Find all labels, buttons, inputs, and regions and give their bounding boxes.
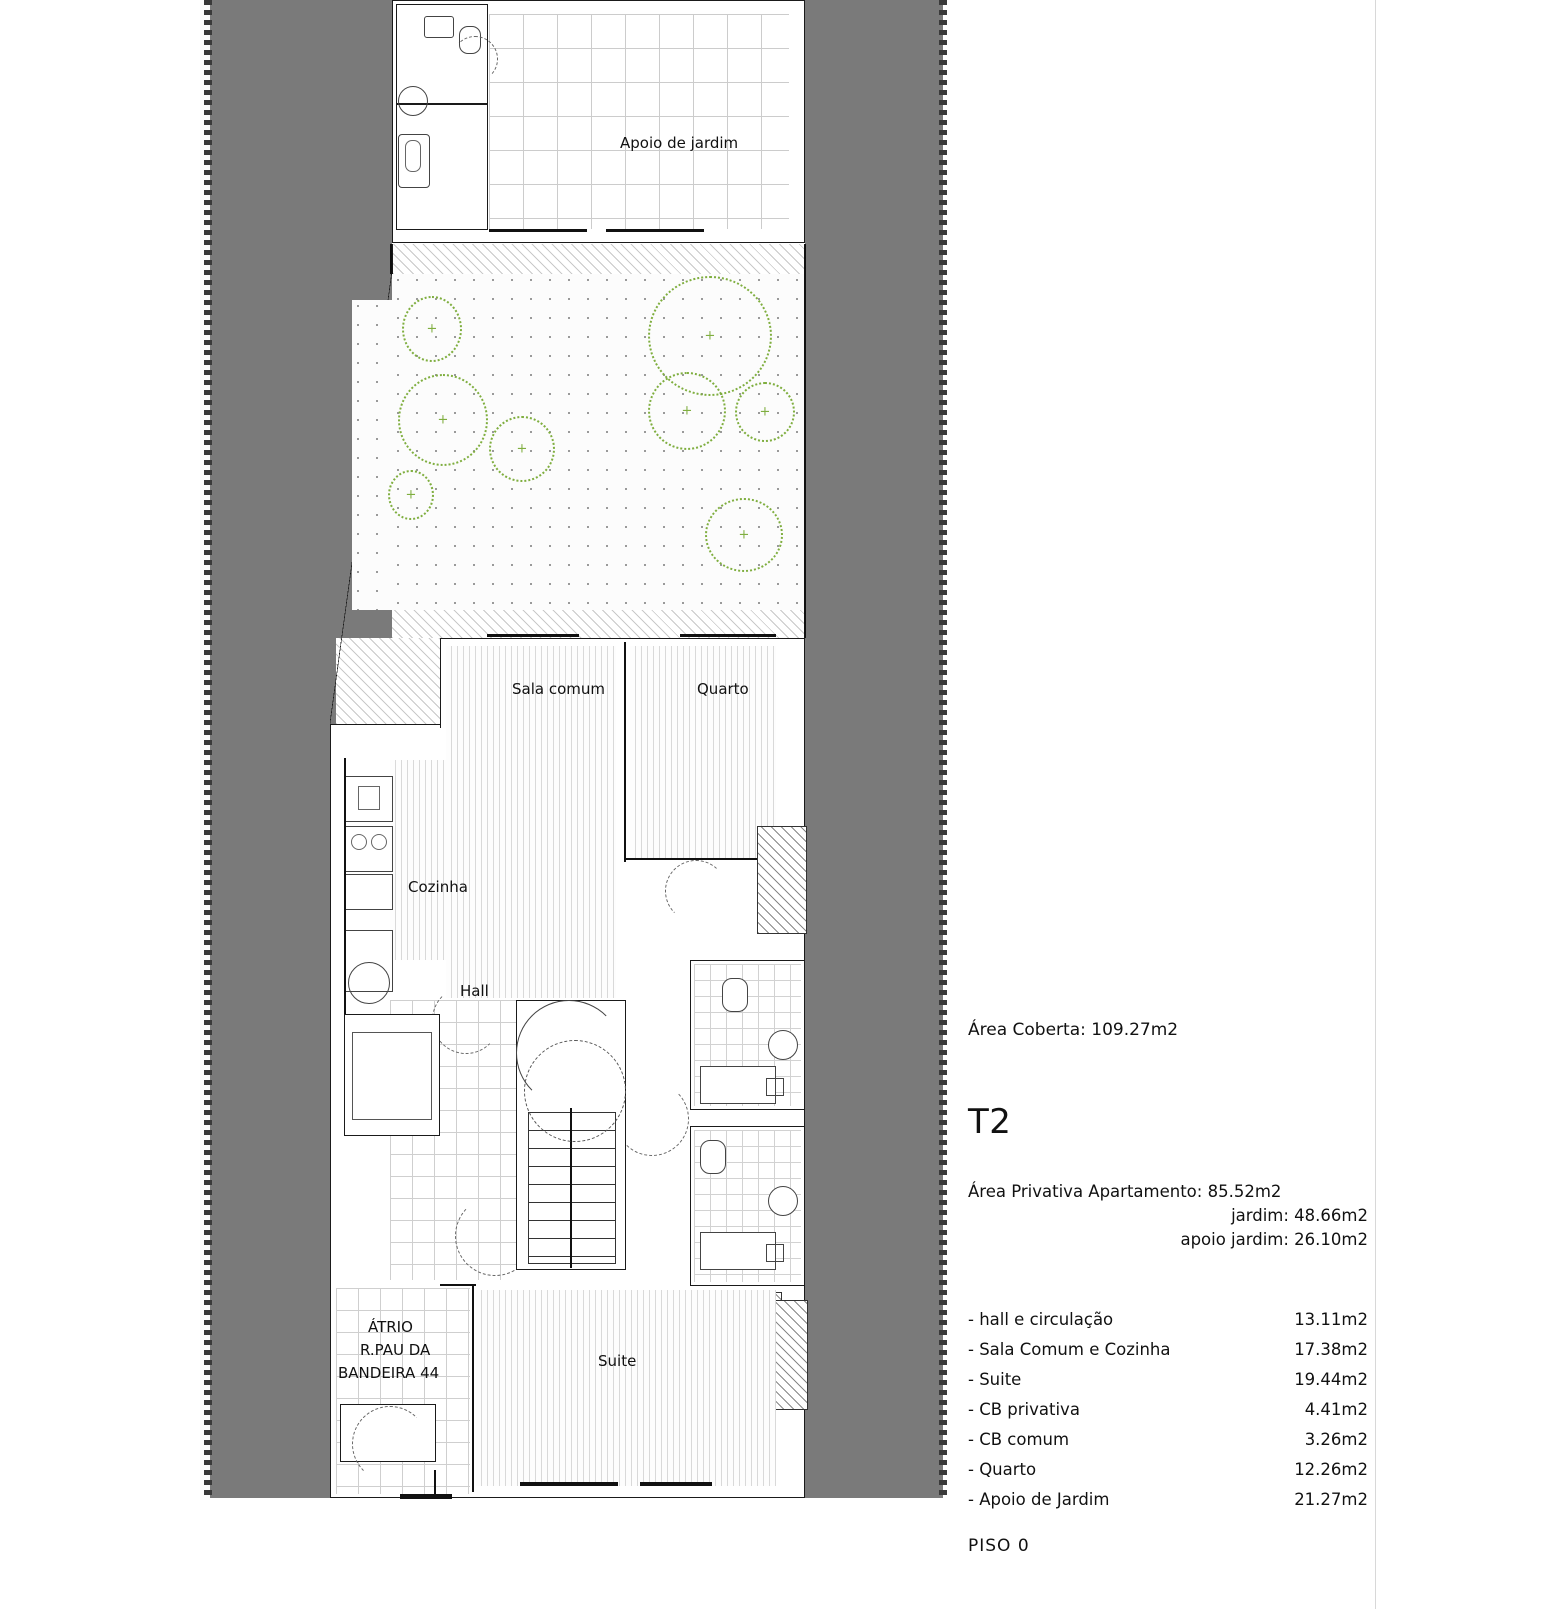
counter-icon — [345, 874, 393, 910]
garden-edge-right — [804, 244, 806, 638]
tree-icon — [705, 498, 783, 572]
legend-typology: T2 — [968, 1102, 1012, 1142]
bedroom-window — [680, 634, 776, 637]
apoio-window-2 — [606, 229, 704, 232]
facade-door — [400, 1494, 452, 1499]
exterior-stair-side — [772, 1300, 808, 1410]
legend-row — [968, 1370, 1368, 1389]
label-atrio-1: ÁTRIO — [368, 1318, 413, 1336]
legend-row — [968, 1490, 1368, 1509]
adjacent-building-right — [805, 0, 943, 1498]
suite-window-2 — [640, 1482, 712, 1486]
label-atrio-3: BANDEIRA 44 — [338, 1364, 440, 1382]
label-sala-comum: Sala comum — [512, 680, 605, 698]
burner-icon — [371, 834, 387, 850]
legend-row — [968, 1340, 1368, 1359]
label-apoio-de-jardim: Apoio de jardim — [620, 134, 739, 152]
tree-icon — [388, 470, 434, 520]
apoio-jardim-floor-tiles — [489, 14, 789, 229]
legend-row-value: 3.26m2 — [1304, 1429, 1368, 1449]
legend-panel — [968, 1020, 1368, 1520]
legend-row-value: 12.26m2 — [1294, 1459, 1368, 1479]
bathtub-icon — [700, 1232, 776, 1270]
legend-area-privativa: Área Privativa Apartamento: 85.52m2 — [968, 1182, 1282, 1201]
sala-comum-floor — [446, 646, 616, 998]
garden-edge-left-top — [390, 244, 392, 274]
legend-jardim: jardim: 48.66m2 — [1231, 1205, 1368, 1225]
legend-apoio-jardim: apoio jardim: 26.10m2 — [1180, 1229, 1368, 1249]
exterior-stair-upper — [757, 826, 807, 934]
apoio-window-1 — [489, 229, 587, 232]
quarto-door-swing-icon — [665, 860, 727, 922]
suite-window-1 — [520, 1482, 618, 1486]
legend-row-label: - Suite — [968, 1369, 1022, 1389]
legend-row-label: - Apoio de Jardim — [968, 1489, 1110, 1509]
label-atrio-2: R.PAU DA — [360, 1341, 431, 1359]
sheet-right-rule — [1375, 0, 1376, 1609]
legend-private-areas — [968, 1180, 1368, 1252]
legend-row — [968, 1430, 1368, 1449]
legend-row — [968, 1310, 1368, 1329]
basin-icon — [768, 1186, 798, 1216]
tree-icon — [648, 372, 726, 450]
label-quarto: Quarto — [697, 680, 749, 698]
door-swing-icon — [452, 36, 498, 82]
legend-row — [968, 1400, 1368, 1419]
tree-icon — [402, 296, 462, 362]
garden-dotted-paving-left — [352, 300, 392, 610]
legend-row-value: 21.27m2 — [1294, 1489, 1368, 1509]
legend-row-value: 13.11m2 — [1294, 1309, 1368, 1329]
legend-row-value: 4.41m2 — [1304, 1399, 1368, 1419]
living-room-window — [487, 634, 579, 637]
suite-wall-top — [440, 1284, 476, 1286]
label-cozinha: Cozinha — [408, 878, 468, 896]
legend-row-value: 17.38m2 — [1294, 1339, 1368, 1359]
tree-icon — [398, 374, 488, 466]
basin-icon — [768, 1030, 798, 1060]
shower-drain-icon — [766, 1078, 784, 1096]
garden-paving-top — [392, 244, 805, 274]
legend-row — [968, 1460, 1368, 1479]
sink-icon — [424, 16, 454, 38]
hall-door-swing-icon — [432, 986, 500, 1054]
label-suite: Suite — [598, 1352, 637, 1370]
bathroom-door-swing-icon — [615, 1082, 689, 1156]
washer-icon — [398, 86, 428, 116]
legend-area-coberta: Área Coberta: 109.27m2 — [968, 1020, 1179, 1040]
tree-icon — [735, 382, 795, 442]
burner-icon — [358, 786, 380, 810]
stair-swing-icon — [524, 1040, 626, 1142]
legend-row-label: - CB comum — [968, 1429, 1070, 1449]
tank-basin-icon — [405, 140, 421, 172]
property-line-left — [204, 0, 212, 1498]
legend-row-label: - hall e circulação — [968, 1309, 1114, 1329]
bathtub-icon — [700, 1066, 776, 1104]
quarto-wall-left — [624, 642, 626, 862]
toilet-icon — [722, 978, 748, 1012]
suite-floor — [476, 1290, 776, 1486]
cozinha-floor — [390, 760, 446, 960]
legend-row-label: - CB privativa — [968, 1399, 1080, 1419]
legend-row-label: - Sala Comum e Cozinha — [968, 1339, 1171, 1359]
property-line-right — [939, 0, 947, 1498]
washing-machine-icon — [348, 962, 390, 1004]
toilet-icon — [700, 1140, 726, 1174]
kitchen-wall — [344, 758, 346, 1016]
legend-row-value: 19.44m2 — [1294, 1369, 1368, 1389]
legend-row-label: - Quarto — [968, 1459, 1037, 1479]
sheet-footer-label: PISO 0 — [968, 1536, 1030, 1556]
label-hall: Hall — [460, 982, 489, 1000]
burner-icon — [351, 834, 367, 850]
shower-drain-icon — [766, 1244, 784, 1262]
hob-icon — [345, 826, 393, 872]
suite-wall-left — [472, 1286, 474, 1492]
elevator-cabin — [352, 1032, 432, 1120]
quarto-floor — [630, 646, 776, 858]
legend-room-table — [968, 1310, 1368, 1509]
entrance-door-swing-icon — [352, 1406, 428, 1482]
tree-icon — [489, 416, 555, 482]
